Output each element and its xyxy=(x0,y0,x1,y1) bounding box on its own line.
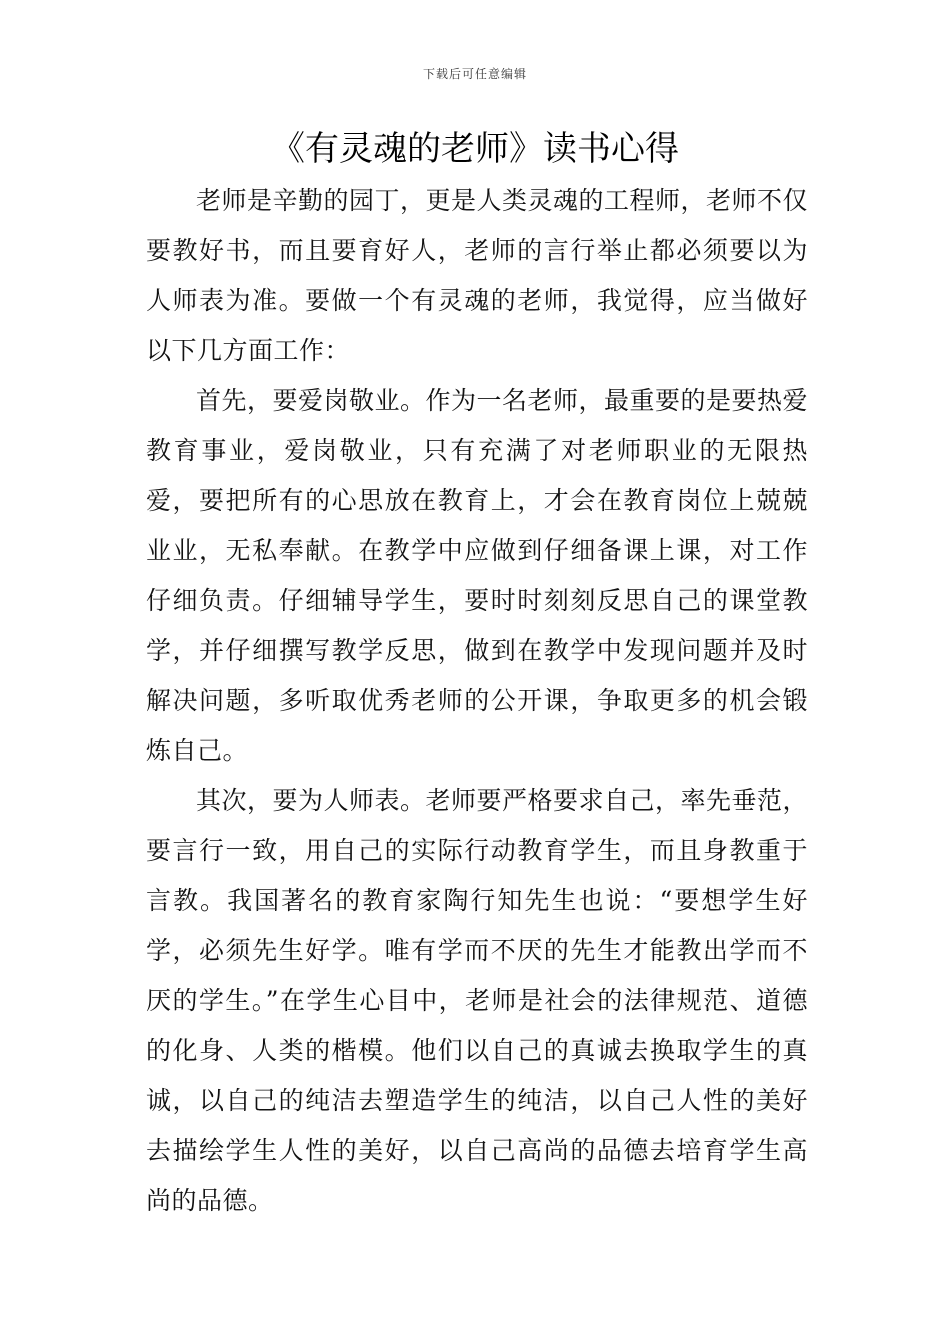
paragraph-second-point: 其次，要为人师表。老师要严格要求自己，率先垂范，要言行一致，用自己的实际行动教育学生，而且身教重于言教。我国著名的教育家陶行知先生也说：“要想学生好学，必须先生好学。唯有学而不厌的先生才能教出学而不厌的学生。”在学生心目中，老师是社会的法律规范、道德的化身、人类的楷模。他们以自己的真诚去换取学生的真诚，以自己的纯洁去塑造学生的纯洁，以自己人性的美好去描绘学生人性的美好，以自己高尚的品德去培育学生高尚的品德。 xyxy=(146,786,809,1215)
paragraph-first-point: 首先，要爱岗敬业。作为一名老师，最重要的是要热爱教育事业，爱岗敬业，只有充满了对老师职业的无限热爱，要把所有的心思放在教育上，才会在教育岗位上兢兢业业，无私奉献。在教学中应做到仔细备课上课，对工作仔细负责。仔细辅导学生，要时时刻刻反思自己的课堂教学，并仔细撰写教学反思，做到在教学中发现问题并及时解决问题，多听取优秀老师的公开课，争取更多的机会锻炼自己。 xyxy=(146,386,809,765)
header-note: 下载后可任意编辑 xyxy=(422,67,527,81)
document-title: 《有灵魂的老师》读书心得 xyxy=(271,129,679,169)
document-body xyxy=(146,176,808,1226)
paragraph-intro: 老师是辛勤的园丁，更是人类灵魂的工程师，老师不仅要教好书，而且要育好人，老师的言行举止都必须要以为人师表为准。要做一个有灵魂的老师，我觉得，应当做好以下几方面工作： xyxy=(146,186,809,365)
